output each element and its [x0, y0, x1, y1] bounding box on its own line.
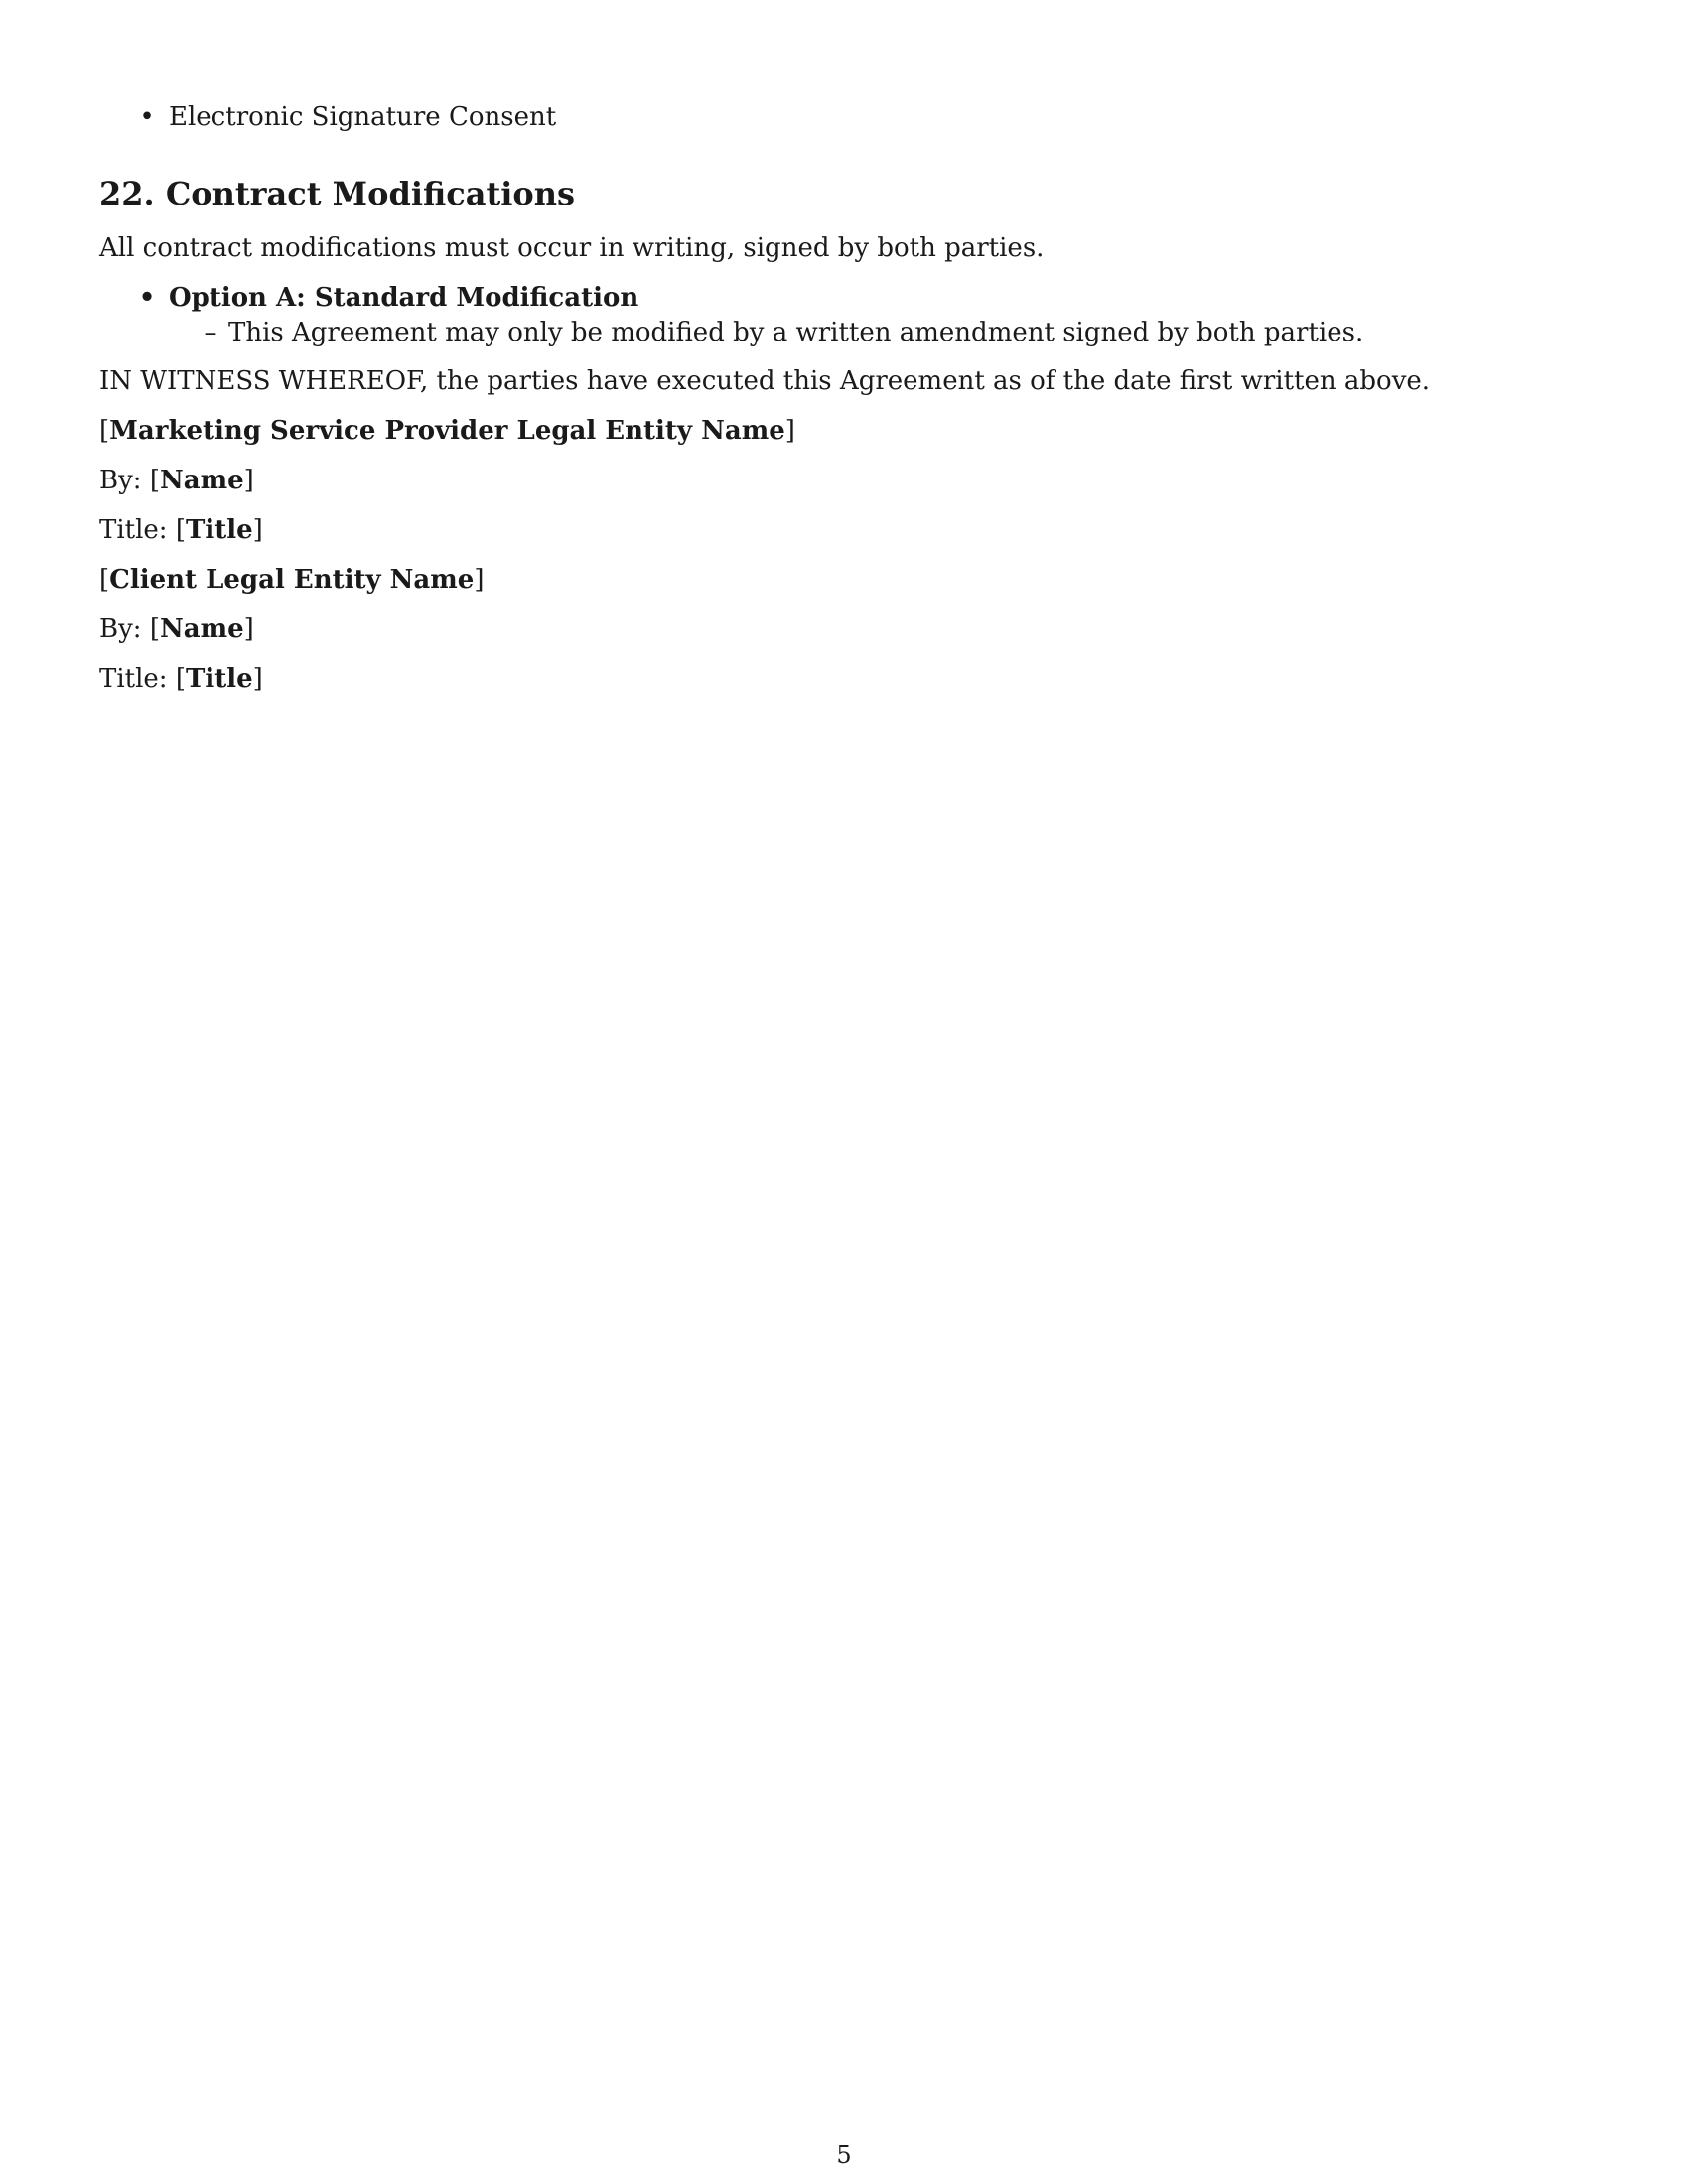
list-item: [99, 99, 1589, 135]
option-a-detail: This Agreement may only be modified by a written amendment signed by both parties.: [228, 318, 1364, 347]
provider-by-label: By:: [99, 466, 142, 495]
bullet-icon: •: [139, 102, 155, 132]
client-title-line: Title: [Title]: [99, 664, 263, 694]
section-heading: 22. Contract Modifications: [99, 175, 576, 212]
page-content: [99, 99, 1589, 711]
option-a-label: Option A: Standard Modification: [169, 283, 639, 313]
client-name: Name: [159, 614, 244, 644]
witness-clause: IN WITNESS WHEREOF, the parties have executed this Agreement as of the date first written above.: [99, 366, 1431, 396]
client-title: Title: [186, 664, 253, 694]
client-entity-name: Client Legal Entity Name: [109, 565, 475, 595]
provider-title: Title: [186, 515, 253, 545]
list-item-text: Electronic Signature Consent: [169, 102, 557, 132]
bullet-icon: •: [138, 283, 156, 313]
client-by-label: By:: [99, 614, 142, 644]
provider-entity-name: Marketing Service Provider Legal Entity Name: [109, 416, 785, 446]
page-number: 5: [836, 2141, 852, 2169]
provider-entity: [Marketing Service Provider Legal Entity Name]: [99, 416, 795, 446]
provider-by-line: By: [Name]: [99, 466, 254, 495]
client-entity: [Client Legal Entity Name]: [99, 565, 485, 595]
client-title-label: Title:: [99, 664, 168, 694]
provider-name: Name: [159, 466, 244, 495]
option-a-detail-item: [99, 316, 1589, 349]
option-a-item: [99, 280, 1589, 316]
provider-title-label: Title:: [99, 515, 168, 545]
client-by-line: By: [Name]: [99, 614, 254, 644]
dash-icon: –: [204, 318, 217, 347]
option-list: [99, 280, 1589, 349]
section-intro: All contract modifications must occur in writing, signed by both parties.: [99, 233, 1045, 263]
provider-title-line: Title: [Title]: [99, 515, 263, 545]
